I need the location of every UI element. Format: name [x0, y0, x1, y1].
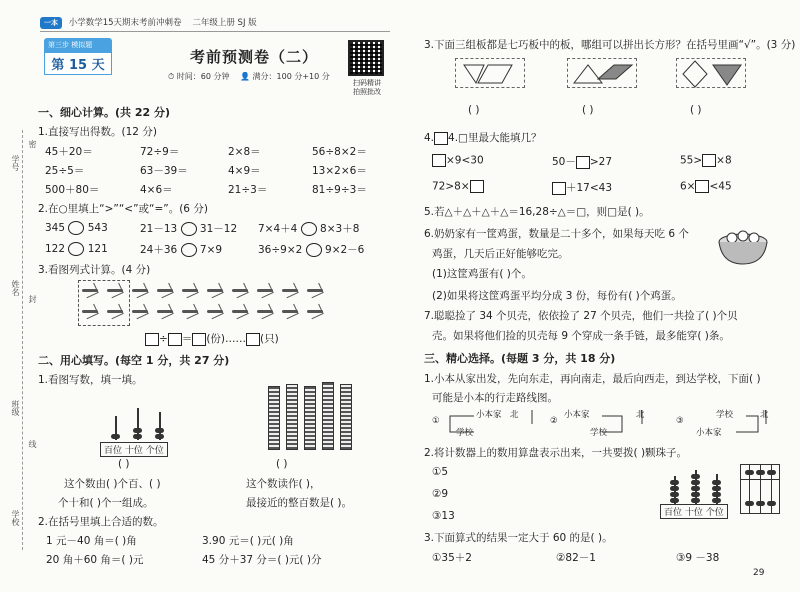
choice-option[interactable]: ③9 －38: [676, 552, 720, 564]
fill-blank[interactable]: 20 角＋60 角＝( )元: [46, 554, 144, 566]
ant-icon: [155, 304, 177, 318]
fill-box-item[interactable]: 50－ >27: [552, 156, 613, 168]
r-q7-line2[interactable]: 壳。如果将他们捡的贝壳每 9 个穿成一条手链，最多能穿( )条。: [432, 330, 730, 342]
choice-option[interactable]: ②9: [432, 488, 449, 500]
ant-icon: [180, 283, 202, 297]
fill-blank[interactable]: 最接近的整百数是( )。: [246, 497, 353, 509]
fill-box-item[interactable]: 72>8×: [432, 180, 484, 193]
calc-item: 4×6＝: [140, 184, 173, 196]
fill-blank[interactable]: (2)如果将这筐鸡蛋平均分成 3 份，每份有( )个鸡蛋。: [432, 290, 682, 302]
calc-item: 2×8＝: [228, 146, 261, 158]
counter-place-labels: 百位 十位 个位: [660, 504, 728, 519]
s3-q1-text[interactable]: 1.小本从家出发，先向东走，再向南走，最后向西走，到达学校，下面( ): [424, 373, 761, 385]
ant-icon: [305, 283, 327, 297]
compare-item[interactable]: 7×4＋4 8×3＋8: [258, 223, 360, 235]
student-id-label: 学号: [11, 155, 20, 171]
answer-paren[interactable]: ( ): [118, 458, 130, 470]
q1-title: 1.直接写出得数。(12 分): [38, 126, 157, 138]
r-q4-title: 4. 4.□里最大能填几？: [424, 132, 542, 144]
calc-item: 21÷3＝: [228, 184, 268, 196]
fill-box-item[interactable]: ×9<30: [432, 154, 484, 167]
ant-icon: [105, 283, 127, 297]
ant-icon: [280, 304, 302, 318]
calc-item: 56÷8×2＝: [312, 146, 367, 158]
tangram-group-1: [455, 58, 525, 88]
qr-caption: 扫码精讲 拍照批改: [353, 79, 381, 96]
q2-title: 2.在○里填上“>”“<”或“=”。(6 分): [38, 203, 208, 215]
calc-item: 4×9＝: [228, 165, 261, 177]
compare-item[interactable]: 24＋36 7×9: [140, 244, 223, 256]
route-option-1[interactable]: ① 小本家 北 学校: [432, 410, 519, 438]
ant-icon: [205, 304, 227, 318]
day-badge: [44, 38, 112, 76]
compare-item[interactable]: 122 121: [45, 243, 108, 255]
ant-icon: [280, 283, 302, 297]
book-header: [40, 16, 257, 29]
choice-option[interactable]: ①5: [432, 466, 449, 478]
answer-paren[interactable]: ( ): [276, 458, 288, 470]
time-limit: ⏱ 时间：60 分钟: [168, 72, 230, 81]
ant-icon: [255, 304, 277, 318]
ant-icon: [155, 283, 177, 297]
seal-mark: 密: [28, 140, 37, 148]
compare-item[interactable]: 345 543: [45, 222, 108, 234]
compare-item[interactable]: 21－13 31－12: [140, 223, 238, 235]
fill-blank[interactable]: 3.90 元＝( )元( )角: [202, 535, 294, 547]
q3-title: 3.看图列式计算。(4 分): [38, 264, 151, 276]
calc-item: 500＋80＝: [45, 184, 100, 196]
seal-mark: 封: [28, 295, 37, 303]
fill-blank[interactable]: 45 分＋37 分＝( )元( )分: [202, 554, 322, 566]
choice-option[interactable]: ③13: [432, 510, 455, 522]
r-q6-line1: 6.奶奶家有一筐鸡蛋，数量是二十多个，如果每天吃 6 个: [424, 228, 689, 240]
tangram-group-2: [567, 58, 637, 88]
ant-icon: [80, 283, 102, 297]
ant-icon: [80, 304, 102, 318]
ant-icon: [130, 283, 152, 297]
ant-icon: [130, 304, 152, 318]
choice-paren[interactable]: ( ): [468, 104, 480, 116]
ant-icon: [105, 304, 127, 318]
ant-icon: [230, 304, 252, 318]
fill-box-item[interactable]: ＋17<43: [552, 180, 612, 195]
r-q7-line1[interactable]: 7.聪聪捡了 34 个贝壳，依依捡了 27 个贝壳，他们一共捡了( )个贝: [424, 310, 738, 322]
binding-line: [22, 130, 23, 550]
name-label: 姓名: [11, 280, 20, 296]
ant-icon: [205, 283, 227, 297]
fill-blank[interactable]: 这个数读作( )，: [246, 478, 321, 490]
book-title: 小学数学15天期末考前冲刺卷: [68, 18, 182, 28]
page-number: 29: [753, 568, 765, 578]
ant-picture: [80, 283, 380, 325]
ant-icon: [255, 283, 277, 297]
ant-icon: [230, 283, 252, 297]
route-option-3[interactable]: ③ 学校 北 小本家: [676, 410, 769, 438]
class-label: 班级: [11, 400, 20, 416]
s2-q1-title: 1.看图写数，填一填。: [38, 374, 143, 386]
calc-item: 63－39＝: [140, 165, 188, 177]
section-1-title: 一、细心计算。(共 22 分): [38, 106, 171, 119]
choice-paren[interactable]: ( ): [690, 104, 702, 116]
fill-blank[interactable]: 1 元－40 角＝( )角: [46, 535, 137, 547]
fill-box-item[interactable]: 55> ×8: [680, 154, 732, 167]
choice-option[interactable]: ②82－1: [556, 552, 596, 564]
compare-item[interactable]: 36÷9×2 9×2－6: [258, 244, 365, 256]
section-2-title: 二、用心填写。(每空 1 分，共 27 分): [38, 354, 230, 367]
ant-icon: [305, 304, 327, 318]
header-divider: [40, 31, 390, 32]
full-score: 👤 满分：100 分+10 分: [240, 72, 330, 81]
r-q3-title: 3.下面三组板都是七巧板中的板，哪组可以拼出长方形？在括号里画“√”。(3 分): [424, 39, 796, 51]
fill-blank[interactable]: 个十和( )个一组成。: [58, 497, 154, 509]
section-3-title: 三、精心选择。(每题 3 分，共 18 分): [424, 352, 616, 365]
route-option-2[interactable]: ② 小本家 北 学校: [550, 410, 645, 438]
ant-icon: [180, 304, 202, 318]
s3-q1-text2: 可能是小本的行走路线图。: [432, 392, 558, 404]
calc-item: 81÷9÷3＝: [312, 184, 367, 196]
counter-abacus: [664, 470, 728, 504]
suanpan-icon: [740, 464, 780, 514]
s3-q2-text[interactable]: 2.将计数器上的数用算盘表示出来，一共要拨( )颗珠子。: [424, 447, 688, 459]
division-formula[interactable]: ÷ ＝ (份)…… (只): [145, 331, 279, 346]
place-value-labels: 百位 十位 个位: [100, 442, 168, 457]
egg-basket-icon: [714, 228, 772, 268]
s2-q2-title: 2.在括号里填上合适的数。: [38, 516, 164, 528]
qr-code[interactable]: [348, 40, 384, 76]
fill-box-item[interactable]: 6× <45: [680, 180, 732, 193]
fill-blank[interactable]: (1)这筐鸡蛋有( )个。: [432, 268, 532, 280]
day-label: 第 15 天: [44, 52, 112, 75]
grade-label: 二年级上册 SJ 版: [192, 18, 257, 28]
counting-abacus: [102, 408, 172, 442]
seal-mark: 线: [28, 440, 37, 448]
calc-item: 13×2×6＝: [312, 165, 367, 177]
r-q5[interactable]: 5.若△＋△＋△＋△＝16,28÷△＝□，则□是( )。: [424, 206, 650, 218]
s3-q3-text[interactable]: 3.下面算式的结果一定大于 60 的是( )。: [424, 532, 613, 544]
fill-blank[interactable]: 这个数由( )个百、( ): [64, 478, 161, 490]
choice-option[interactable]: ①35＋2: [432, 552, 472, 564]
cube-blocks: [268, 382, 368, 452]
calc-item: 45＋20＝: [45, 146, 93, 158]
school-label: 学校: [11, 510, 20, 526]
page-title: 考前预测卷（二）: [190, 48, 319, 66]
tangram-group-3: [676, 58, 746, 88]
calc-item: 72÷9＝: [140, 146, 180, 158]
step-label: 第三步 模拟题: [44, 38, 112, 52]
brand-logo: 一本: [40, 17, 62, 29]
calc-item: 25÷5＝: [45, 165, 85, 177]
choice-paren[interactable]: ( ): [582, 104, 594, 116]
r-q6-line2: 鸡蛋，几天后正好能够吃完。: [432, 248, 569, 260]
